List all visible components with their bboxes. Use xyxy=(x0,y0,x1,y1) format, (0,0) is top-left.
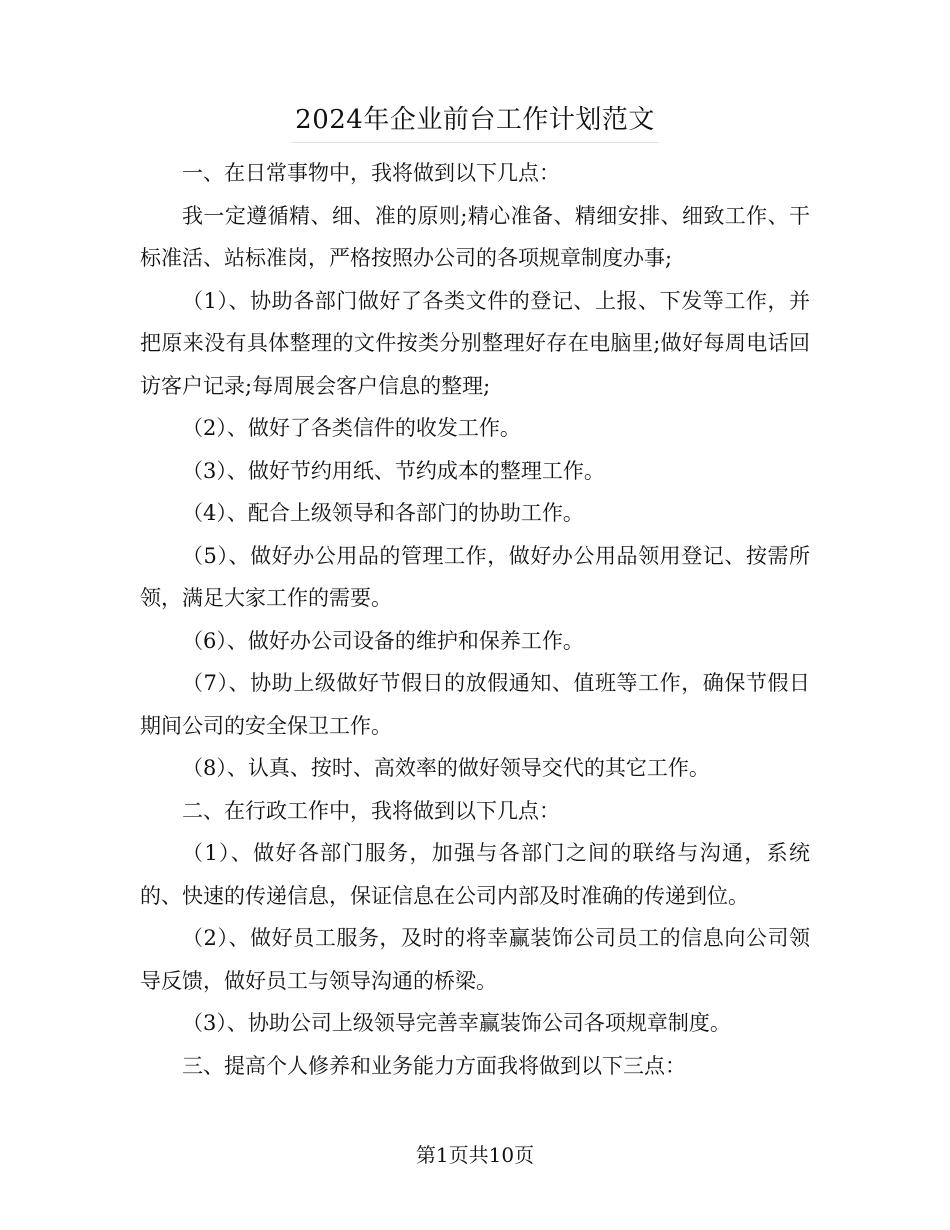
list-item-1-8: （8）、认真、按时、高效率的做好领导交代的其它工作。 xyxy=(182,756,710,780)
section-heading-2: 二、在行政工作中，我将做到以下几点： xyxy=(182,798,560,823)
document-body xyxy=(140,152,810,1087)
document-title: 2024年企业前台工作计划范文 xyxy=(291,100,659,143)
list-item-1-2: （2）、做好了各类信件的收发工作。 xyxy=(182,416,521,440)
title-container xyxy=(0,100,950,143)
list-item-1-4: （4）、配合上级领导和各部门的协助工作。 xyxy=(182,501,584,525)
list-item-1-7: （7）、协助上级做好节假日的放假通知、值班等工作，确保节假日期间公司的安全保卫工作。 xyxy=(140,671,810,738)
list-item-1-3: （3）、做好节约用纸、节约成本的整理工作。 xyxy=(182,458,605,483)
paragraph-principles: 我一定遵循精、细、准的原则;精心准备、精细安排、细致工作、干标准活、站标准岗，严格按照办公司的各项规章制度办事; xyxy=(140,203,810,270)
list-item-1-1: （1）、协助各部门做好了各类文件的登记、上报、下发等工作，并把原来没有具体整理的文件按类分别整理好存在电脑里;做好每周电话回访客户记录;每周展会客户信息的整理; xyxy=(140,288,810,398)
list-item-1-6: （6）、做好办公司设备的维护和保养工作。 xyxy=(182,628,584,653)
page-number-footer: 第1页共10页 xyxy=(415,1143,535,1167)
section-heading-3: 三、提高个人修养和业务能力方面我将做到以下三点： xyxy=(182,1053,686,1078)
list-item-2-3: （3）、协助公司上级领导完善幸赢装饰公司各项规章制度。 xyxy=(182,1011,731,1035)
list-item-1-5: （5）、做好办公用品的管理工作，做好办公用品领用登记、按需所领，满足大家工作的需要。 xyxy=(140,543,810,610)
list-item-2-1: （1）、做好各部门服务，加强与各部门之间的联络与沟通，系统的、快速的传递信息，保证信息在公司内部及时准确的传递到位。 xyxy=(140,841,810,908)
section-heading-1: 一、在日常事物中，我将做到以下几点： xyxy=(182,161,560,185)
list-item-2-2: （2）、做好员工服务，及时的将幸赢装饰公司员工的信息向公司领导反馈，做好员工与领导沟通的桥梁。 xyxy=(140,926,810,993)
